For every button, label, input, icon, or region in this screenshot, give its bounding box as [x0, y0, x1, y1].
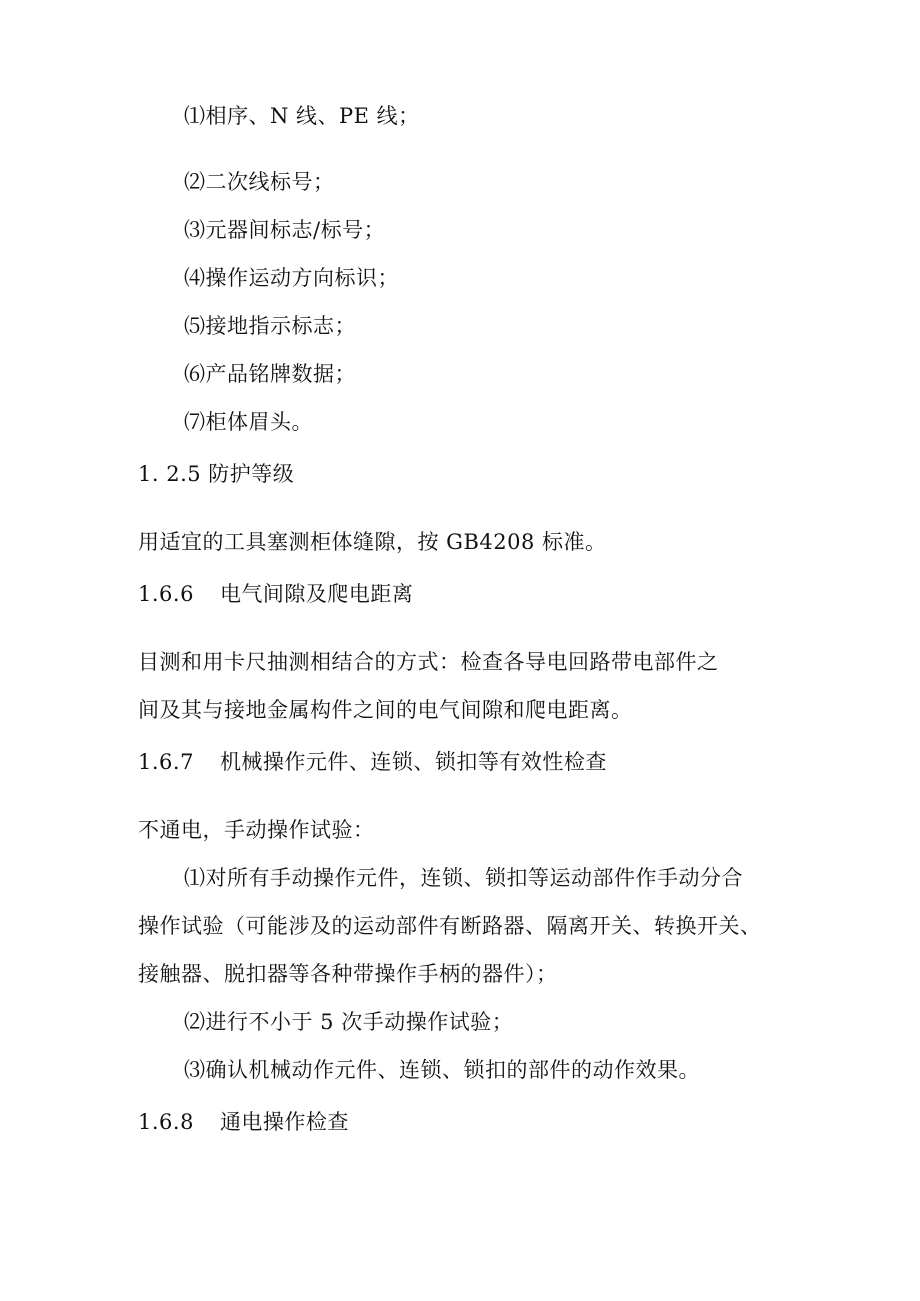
list-item-secondary-wire-label: ⑵二次线标号；	[184, 170, 335, 194]
list-item-component-marking: ⑶元器间标志/标号；	[184, 218, 386, 242]
section-title: 电气间隙及爬电距离	[219, 582, 414, 606]
list-item-manual-operation-line-2: 操作试验（可能涉及的运动部件有断路器、隔离开关、转换开关、	[138, 914, 762, 938]
list-item-nameplate-data: ⑹产品铭牌数据；	[184, 362, 356, 386]
section-body-1-2-5: 用适宜的工具塞测柜体缝隙，按 GB4208 标准。	[138, 530, 607, 554]
list-item-manual-operation-line-1: ⑴对所有手动操作元件，连锁、锁扣等运动部件作手动分合	[184, 866, 743, 890]
list-item-phase-sequence: ⑴相序、N 线、PE 线；	[184, 104, 420, 128]
list-item-manual-operation-line-3: 接触器、脱扣器等各种带操作手柄的器件）；	[138, 962, 558, 986]
section-title: 机械操作元件、连锁、锁扣等有效性检查	[219, 750, 607, 774]
list-item-cabinet-header: ⑺柜体眉头。	[184, 410, 313, 434]
section-intro-1-6-7: 不通电，手动操作试验：	[138, 818, 375, 842]
section-number: 1.6.7	[138, 750, 194, 774]
section-heading-1-6-6	[138, 580, 413, 608]
section-body-1-6-6-line-2: 间及其与接地金属构件之间的电气间隙和爬电距离。	[138, 698, 633, 722]
list-item-five-times-test: ⑵进行不小于 5 次手动操作试验；	[184, 1010, 514, 1034]
list-item-confirm-effect: ⑶确认机械动作元件、连锁、锁扣的部件的动作效果。	[184, 1058, 700, 1082]
list-item-operation-direction: ⑷操作运动方向标识；	[184, 266, 399, 290]
section-heading-1-6-8	[138, 1108, 349, 1136]
section-heading-1-6-7	[138, 748, 607, 776]
section-body-1-6-6-line-1: 目测和用卡尺抽测相结合的方式：检查各导电回路带电部件之	[138, 650, 719, 674]
section-title: 通电操作检查	[219, 1110, 349, 1134]
section-number: 1.6.8	[138, 1110, 194, 1134]
section-number: 1.6.6	[138, 582, 194, 606]
list-item-grounding-sign: ⑸接地指示标志；	[184, 314, 356, 338]
section-heading-1-2-5: 1. 2.5 防护等级	[138, 462, 295, 486]
